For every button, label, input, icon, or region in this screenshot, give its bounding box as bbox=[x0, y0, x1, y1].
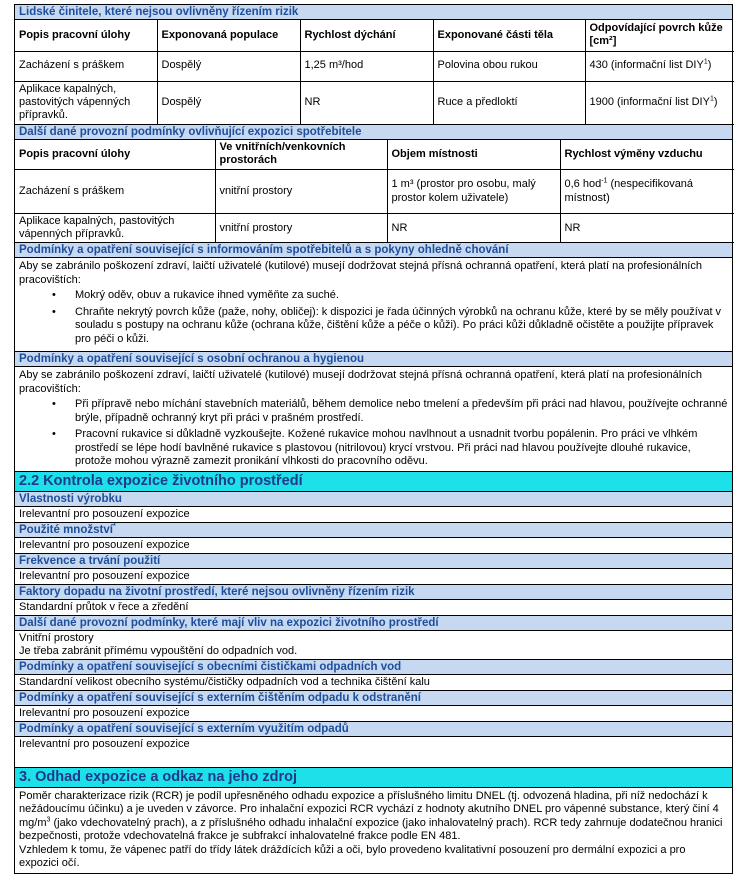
column-header: Rychlost výměny vzduchu bbox=[560, 140, 734, 170]
section-text: Standardní velikost obecního systému/čističky odpadních vod a technika čištění kalu bbox=[15, 675, 732, 691]
list-item: • Mokrý oděv, obuv a rukavice ihned vyměňte za suché. bbox=[52, 289, 339, 302]
section-title-exposure-estimate: 3. Odhad expozice a odkaz na jeho zdroj bbox=[15, 768, 732, 788]
section-text: Standardní průtok v řece a zředění bbox=[15, 600, 732, 616]
paragraph: Poměr charakterizace rizik (RCR) je podíl upřesněného odhadu expozice a příslušného limitu DNEL (tj. odvozená hladina, při níž nedochází k nežádoucímu účinku) a je uveden v závorce. Pro inhalační expozici RCR vychází z hodnoty akutního DNEL pro vápenné substance, který činí 4 $mg/m^3$ (jako vdechovatelný prach), a z příslušného odhadu inhalační expozice (jako inhalovatelný prach). RCR tedy zahrnuje dodatečnou hranici bezpečnosti, protože vdechovatelná frakce je subfrakcí inhalovatelné frakce podle EN 481. bbox=[19, 789, 723, 843]
bullet-icon: • bbox=[52, 398, 56, 411]
table-cell: NR bbox=[387, 214, 560, 243]
table-cell: Polovina obou rukou bbox=[433, 51, 585, 81]
bullet-icon: • bbox=[52, 428, 56, 441]
table-cell: Zacházení s práškem bbox=[15, 170, 215, 214]
paragraph: Aby se zabránilo poškození zdraví, laičtí uživatelé (kutilové) musejí dodržovat stejná přísná ochranná opatření, která platí na profesionálních pracovištích: bbox=[19, 369, 702, 395]
table-header-row bbox=[15, 20, 734, 51]
section-header-frequency-duration: Frekvence a trvání použití bbox=[15, 554, 732, 569]
bullet-list bbox=[19, 398, 728, 469]
table-row bbox=[15, 51, 734, 81]
table-cell: 430 (informační list DIY$^1$) bbox=[585, 51, 734, 81]
column-header: Ve vnitřních/venkovních prostorách bbox=[215, 140, 387, 170]
consumer-information-text bbox=[15, 258, 732, 352]
list-item: • Při přípravě nebo míchání stavebních materiálů, během demolice nebo tmelení a především při práci nad hlavou, používejte ochranné brýle, případně ochranný kryt při práci v prašném prostředí. bbox=[52, 398, 728, 424]
table-cell: NR bbox=[300, 81, 433, 124]
table-cell: Aplikace kapalných, pastovitých vápenných přípravků. bbox=[15, 81, 157, 124]
section-header-external-waste-recovery: Podmínky a opatření související s externím využitím odpadů bbox=[15, 722, 732, 737]
section-title-environment: 2.2 Kontrola expozice životního prostředí bbox=[15, 472, 732, 492]
section-header-human-factors: Lidské činitele, které nejsou ovlivněny řízením rizik bbox=[15, 5, 732, 20]
column-header: Popis pracovní úlohy bbox=[15, 20, 157, 51]
column-header: Odpovídající povrch kůže [cm²] bbox=[585, 20, 734, 51]
table-cell: vnitřní prostory bbox=[215, 170, 387, 214]
spacer bbox=[15, 752, 732, 768]
section-header-consumer-information: Podmínky a opatření související s informováním spotřebitelů a s pokyny ohledně chování bbox=[15, 243, 732, 258]
table-cell: Zacházení s práškem bbox=[15, 51, 157, 81]
section-header-environmental-factors: Faktory dopadu na životní prostředí, které nejsou ovlivněny řízením rizik bbox=[15, 585, 732, 600]
section-header-municipal-wastewater: Podmínky a opatření související s obecními čističkami odpadních vod bbox=[15, 660, 732, 675]
paragraph: Vzhledem k tomu, že vápenec patří do třídy látek dráždících kůži a oči, bylo provedeno kvalitativní posouzení pro dermální expozici a pro expozici očí. bbox=[19, 843, 686, 870]
bullet-list bbox=[19, 289, 728, 346]
section-text: Irelevantní pro posouzení expozice bbox=[15, 706, 732, 722]
section-header-operational-conditions: Další dané provozní podmínky ovlivňující expozici spotřebitele bbox=[15, 125, 732, 140]
list-item: • Pracovní rukavice si důkladně vyzkoušejte. Kožené rukavice mohou navlhnout a usnadnit tvorbu popálenin. Pro práci ve vlhkém prostředí se lépe hodí bavlněné rukavice s plastovou (nitrilovou) krycí vrstvou. Při práci nad hlavou používejte dlouhé rukavice, protože mohou výrazně zamezit pronikání vlhkosti do pracovního oděvu. bbox=[52, 428, 698, 468]
personal-protection-text bbox=[15, 367, 732, 472]
column-header: Popis pracovní úlohy bbox=[15, 140, 215, 170]
column-header: Exponovaná populace bbox=[157, 20, 300, 51]
table-cell: 1900 (informační list DIY$^1$) bbox=[585, 81, 734, 124]
section-text: Irelevantní pro posouzení expozice bbox=[19, 737, 190, 750]
section-header-amount-used: Použité množství* bbox=[15, 523, 732, 538]
document bbox=[14, 4, 733, 874]
table-cell: vnitřní prostory bbox=[215, 214, 387, 243]
section-header-personal-protection: Podmínky a opatření související s osobní ochranou a hygienou bbox=[15, 352, 732, 367]
section-text: Irelevantní pro posouzení expozice bbox=[15, 569, 732, 585]
column-header: Exponované části těla bbox=[433, 20, 585, 51]
table-row bbox=[15, 214, 734, 243]
table-cell: 1,25 m³/hod bbox=[300, 51, 433, 81]
section-header-external-waste-treatment: Podmínky a opatření související s externím čištěním odpadu k odstranění bbox=[15, 691, 732, 706]
exposure-estimate-text bbox=[15, 788, 732, 873]
table-row bbox=[15, 170, 734, 214]
bullet-icon: • bbox=[52, 305, 56, 318]
bullet-icon: • bbox=[52, 289, 56, 302]
column-header: Objem místnosti bbox=[387, 140, 560, 170]
paragraph: Aby se zabránilo poškození zdraví, laičtí uživatelé (kutilové) musejí dodržovat stejná přísná ochranná opatření, která platí na profesionálních pracovištích: bbox=[19, 260, 702, 286]
section-text: Irelevantní pro posouzení expozice bbox=[15, 507, 732, 523]
column-header: Rychlost dýchání bbox=[300, 20, 433, 51]
section-text: Vnitřní prostory Je třeba zabránit přímému vypouštění do odpadních vod. bbox=[15, 631, 732, 660]
table-cell: Ruce a předloktí bbox=[433, 81, 585, 124]
table-cell: NR bbox=[560, 214, 734, 243]
human-factors-table bbox=[15, 20, 734, 125]
section-header-product-properties: Vlastnosti výrobku bbox=[15, 492, 732, 507]
table-header-row bbox=[15, 140, 734, 170]
list-item: • Chraňte nekrytý povrch kůže (paže, nohy, obličej): k dispozici je řada účinných výrobků na ochranu kůže, které by se měly používat v souladu s postupy na ochranu kůže (ochrana kůže, čištění kůže a péče o kůži). Po práci kůži důkladně očistěte a použijte přípravek pro péči o kůži. bbox=[52, 305, 722, 345]
table-cell: 1 m³ (prostor pro osobu, malý prostor kolem uživatele) bbox=[387, 170, 560, 214]
operational-conditions-table bbox=[15, 140, 734, 244]
table-cell: Aplikace kapalných, pastovitých vápenných přípravků. bbox=[15, 214, 215, 243]
table-cell: Dospělý bbox=[157, 51, 300, 81]
section-header-environmental-conditions: Další dané provozní podmínky, které mají vliv na expozici životního prostředí bbox=[15, 616, 732, 631]
table-row bbox=[15, 81, 734, 124]
section-text: Irelevantní pro posouzení expozice bbox=[15, 538, 732, 554]
table-cell: 0,6 hod$^{-1}$ (nespecifikovaná místnost) bbox=[560, 170, 734, 214]
table-cell: Dospělý bbox=[157, 81, 300, 124]
